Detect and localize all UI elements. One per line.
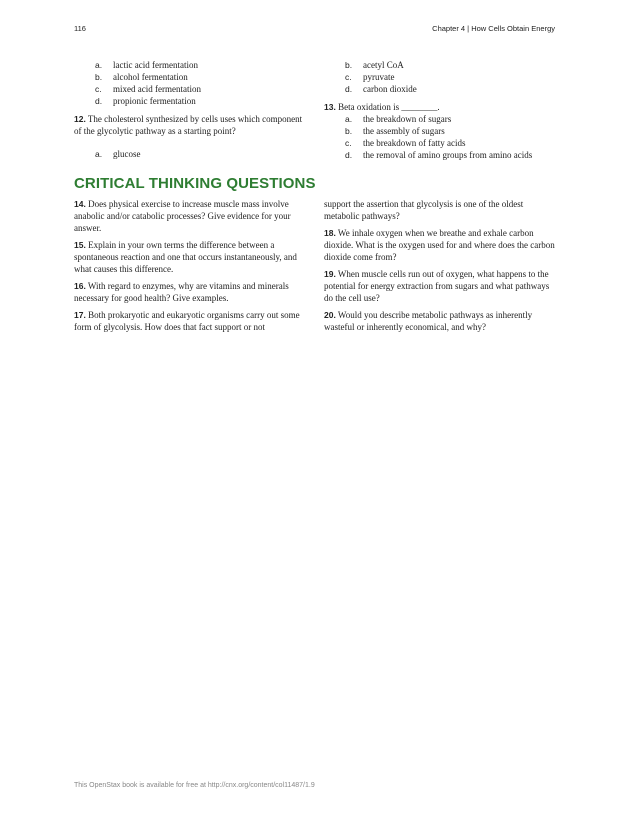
option-letter: c. bbox=[345, 72, 352, 82]
q12-option-d bbox=[324, 83, 556, 95]
critical-thinking-left-column bbox=[74, 198, 306, 338]
question-text: The cholesterol synthesized by cells uses which component of the glycolytic pathway as a starting point? bbox=[74, 114, 303, 136]
question-number: 20. bbox=[324, 310, 336, 320]
q11-option-d bbox=[74, 95, 306, 107]
question-number: 16. bbox=[74, 281, 86, 291]
question-number: 18. bbox=[324, 228, 336, 238]
option-letter: b. bbox=[345, 126, 353, 136]
q13-options bbox=[324, 113, 556, 161]
question-number: 15. bbox=[74, 240, 86, 250]
question-number: 19. bbox=[324, 269, 336, 279]
q11-option-a bbox=[74, 59, 306, 71]
question-text: Both prokaryotic and eukaryotic organisms carry out some form of glycolysis. How does that fact support or not bbox=[74, 310, 300, 332]
option-text: alcohol fermentation bbox=[113, 72, 188, 82]
top-left-column bbox=[74, 59, 306, 160]
option-letter: c. bbox=[345, 138, 352, 148]
question-19 bbox=[324, 268, 556, 304]
q13-option-a bbox=[324, 113, 556, 125]
option-text: mixed acid fermentation bbox=[113, 84, 201, 94]
question-text: Does physical exercise to increase muscle mass involve anabolic and/or catabolic processes? Give evidence for your answer. bbox=[74, 199, 291, 233]
footer-note: This OpenStax book is available for free at http://cnx.org/content/col11487/1.9 bbox=[74, 782, 315, 789]
option-text: the breakdown of sugars bbox=[363, 114, 452, 124]
option-text: pyruvate bbox=[363, 72, 395, 82]
question-number: 13. bbox=[324, 102, 336, 112]
running-head: Chapter 4 | How Cells Obtain Energy bbox=[432, 24, 555, 33]
question-20 bbox=[324, 309, 556, 333]
question-text: Would you describe metabolic pathways as inherently wasteful or inherently economical, and why? bbox=[324, 310, 533, 332]
question-16 bbox=[74, 280, 306, 304]
q12-option-a bbox=[74, 148, 306, 160]
question-13 bbox=[324, 101, 556, 113]
question-number: 12. bbox=[74, 114, 86, 124]
q13-option-c bbox=[324, 137, 556, 149]
question-12 bbox=[74, 113, 306, 137]
q12-options-right bbox=[324, 59, 556, 95]
q13-option-d bbox=[324, 149, 556, 161]
option-text: glucose bbox=[113, 149, 141, 159]
q11-option-c bbox=[74, 83, 306, 95]
q11-option-b bbox=[74, 71, 306, 83]
question-text: Beta oxidation is ________. bbox=[338, 102, 440, 112]
option-letter: b. bbox=[345, 60, 353, 70]
option-letter: a. bbox=[345, 114, 353, 124]
option-text: acetyl CoA bbox=[363, 60, 404, 70]
option-letter: d. bbox=[345, 84, 353, 94]
option-text: carbon dioxide bbox=[363, 84, 417, 94]
question-17 bbox=[74, 309, 306, 333]
option-text: the assembly of sugars bbox=[363, 126, 445, 136]
q13-option-b bbox=[324, 125, 556, 137]
option-letter: d. bbox=[345, 150, 353, 160]
question-text: When muscle cells run out of oxygen, what happens to the potential for energy extraction from sugars and what pathways do the cell use? bbox=[324, 269, 550, 303]
critical-thinking-right-column bbox=[324, 198, 556, 338]
question-number: 17. bbox=[74, 310, 86, 320]
q12-option-c bbox=[324, 71, 556, 83]
question-14 bbox=[74, 198, 306, 234]
option-letter: d. bbox=[95, 96, 103, 106]
question-number: 14. bbox=[74, 199, 86, 209]
question-17-continuation: support the assertion that glycolysis is one of the oldest metabolic pathways? bbox=[324, 199, 524, 221]
q12-option-b bbox=[324, 59, 556, 71]
page-number: 116 bbox=[74, 24, 86, 33]
option-text: the breakdown of fatty acids bbox=[363, 138, 466, 148]
option-letter: c. bbox=[95, 84, 102, 94]
option-letter: a. bbox=[95, 149, 103, 159]
section-title: CRITICAL THINKING QUESTIONS bbox=[74, 175, 316, 192]
option-text: lactic acid fermentation bbox=[113, 60, 198, 70]
question-18 bbox=[324, 227, 556, 263]
q12-options-left bbox=[74, 148, 306, 160]
option-text: propionic fermentation bbox=[113, 96, 196, 106]
question-text: We inhale oxygen when we breathe and exhale carbon dioxide. What is the oxygen used for and where does the carbon dioxide come from? bbox=[324, 228, 555, 262]
option-letter: a. bbox=[95, 60, 103, 70]
question-15 bbox=[74, 239, 306, 275]
option-letter: b. bbox=[95, 72, 103, 82]
question-text: With regard to enzymes, why are vitamins and minerals necessary for good health? Give examples. bbox=[74, 281, 289, 303]
option-text: the removal of amino groups from amino acids bbox=[363, 150, 533, 160]
q11-options bbox=[74, 59, 306, 107]
top-right-column bbox=[324, 59, 556, 161]
question-text: Explain in your own terms the difference between a spontaneous reaction and one that occurs instantaneously, and what causes this difference. bbox=[74, 240, 297, 274]
